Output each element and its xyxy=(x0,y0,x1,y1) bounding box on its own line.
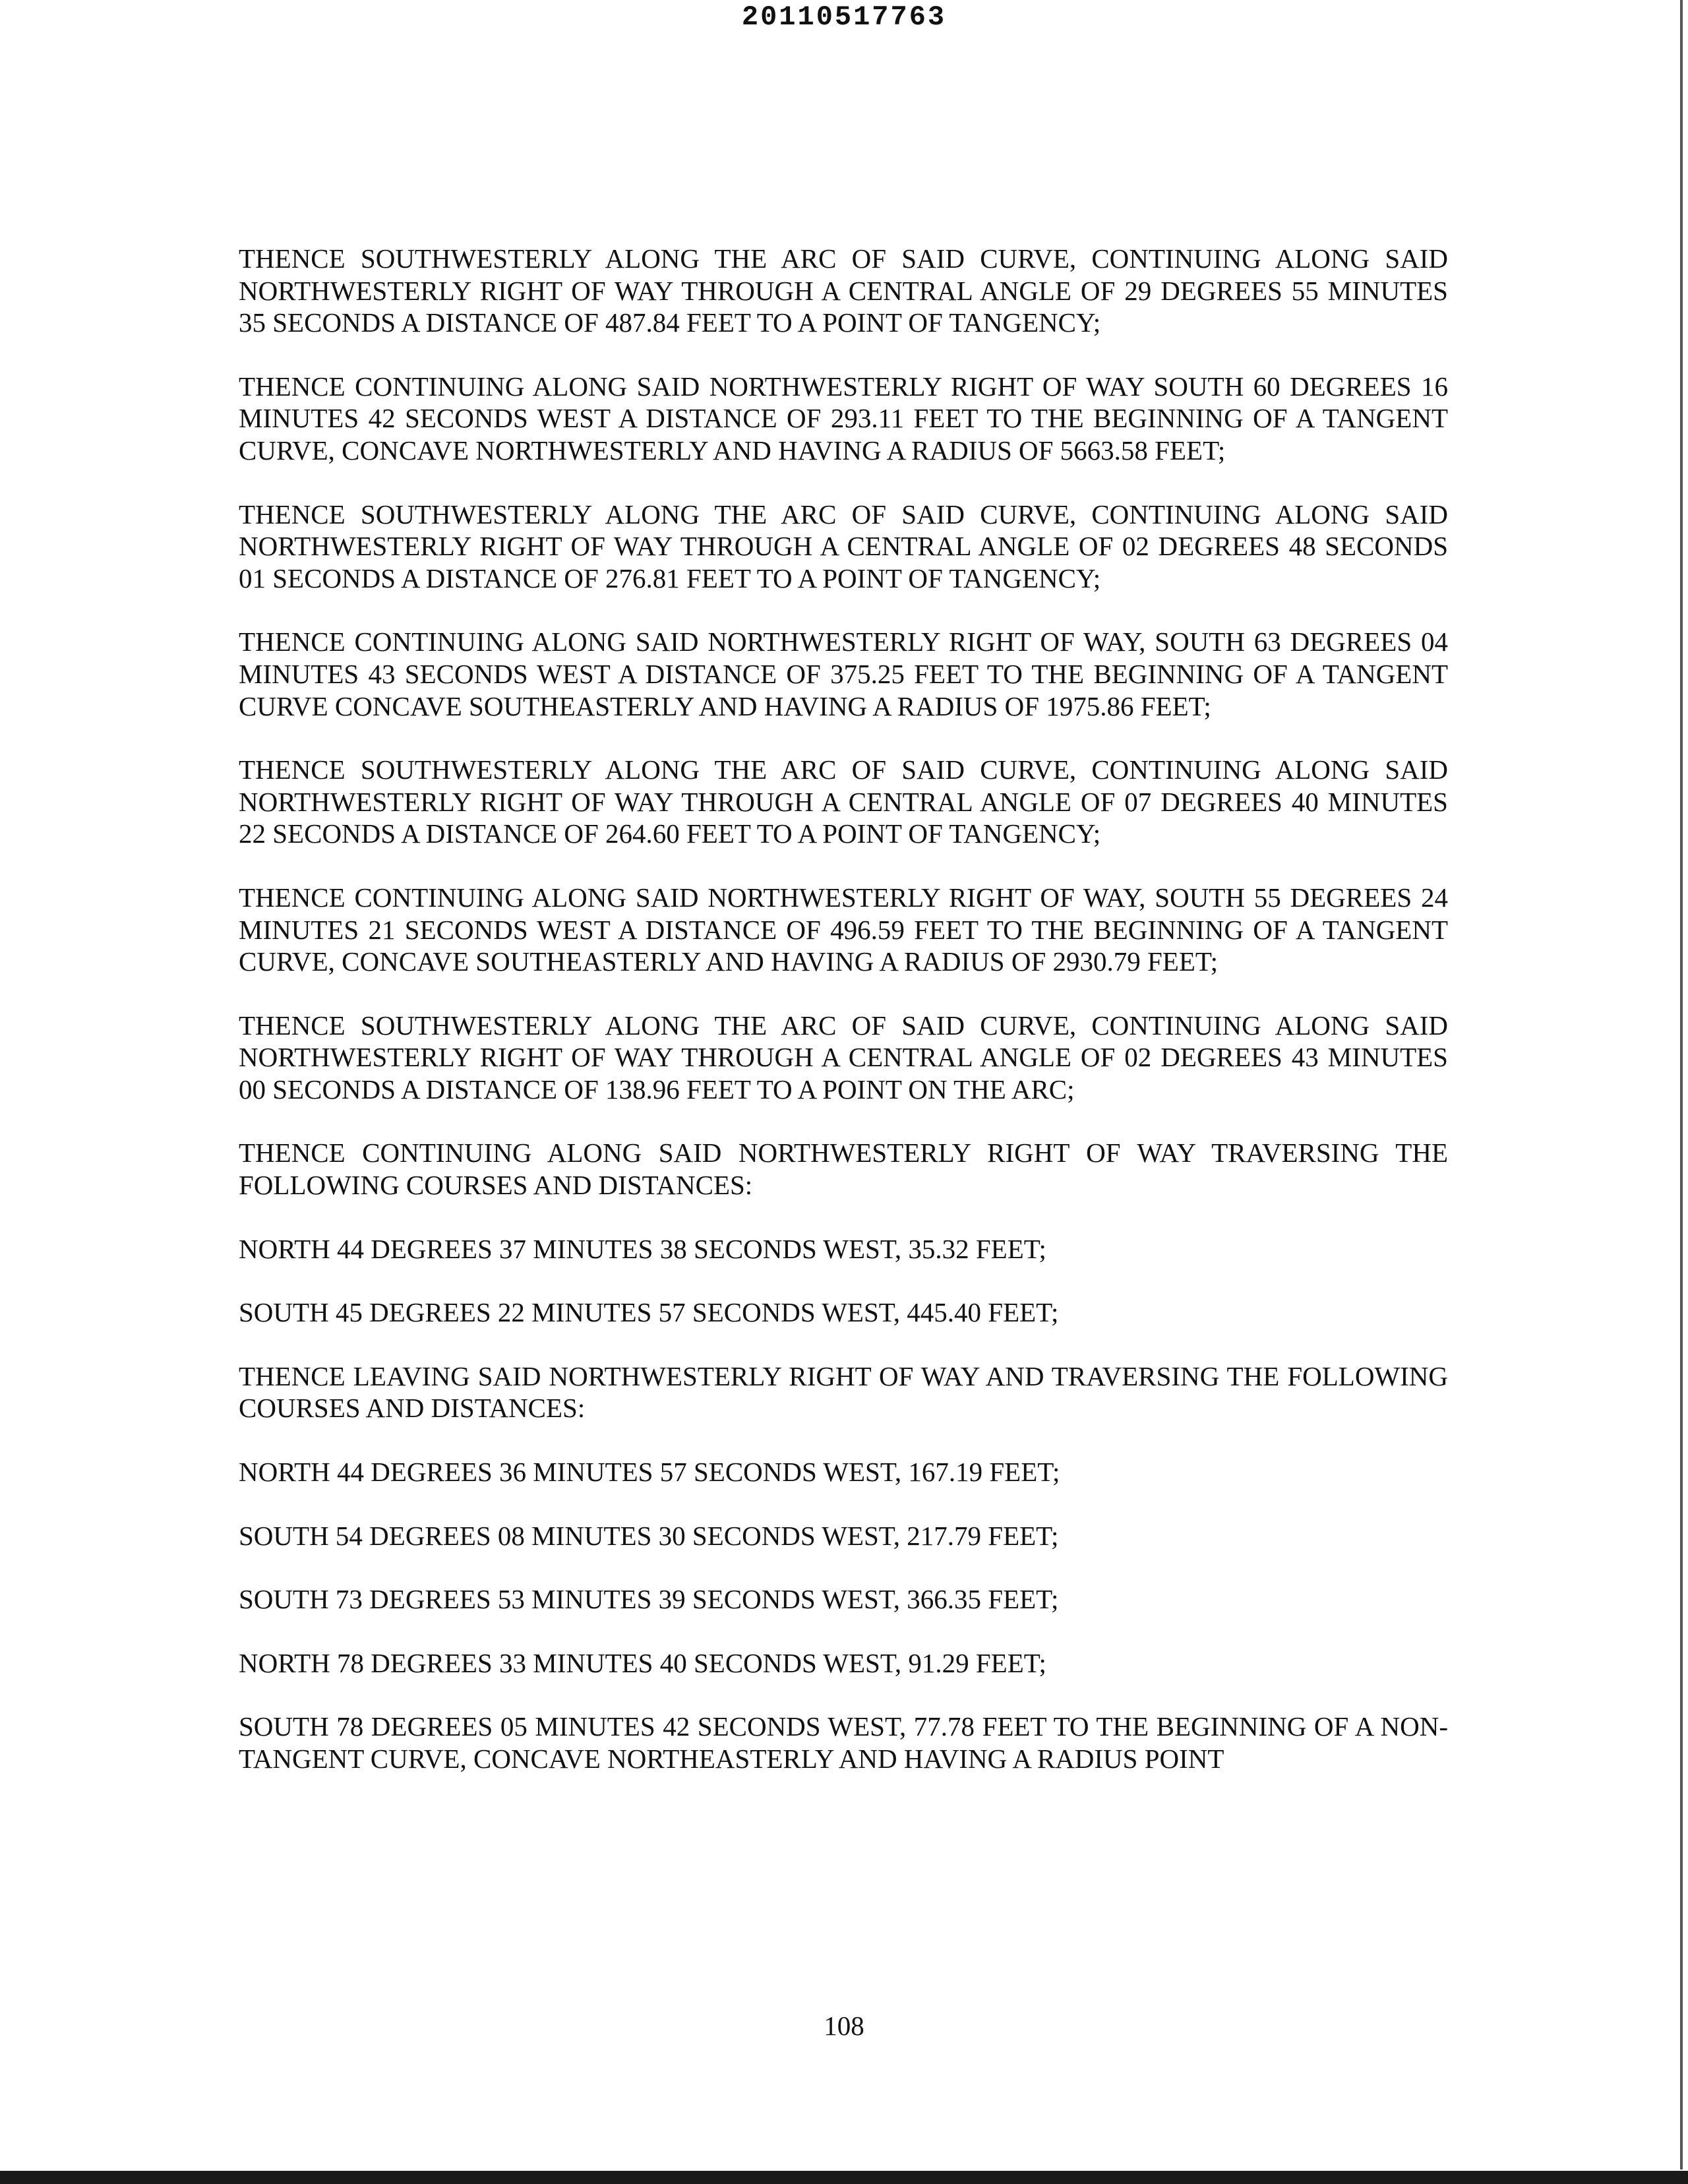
paragraph-course-3: THENCE CONTINUING ALONG SAID NORTHWESTERLY RIGHT OF WAY, SOUTH 55 DEGREES 24 MINUTES 21 SECONDS WEST A DISTANCE OF 496.59 FEET TO THE BEGINNING OF A TANGENT CURVE, CONCAVE SOUTHEASTERLY AND HAVING A RADIUS OF 2930.79 FEET; xyxy=(239,882,1448,977)
paragraph-curve-1: THENCE SOUTHWESTERLY ALONG THE ARC OF SAID CURVE, CONTINUING ALONG SAID NORTHWESTERLY RIGHT OF WAY THROUGH A CENTRAL ANGLE OF 29 DEGREES 55 MINUTES 35 SECONDS A DISTANCE OF 487.84 FEET TO A POINT OF TANGENCY; xyxy=(239,243,1448,338)
course-line: SOUTH 45 DEGREES 22 MINUTES 57 SECONDS WEST, 445.40 FEET; xyxy=(239,1297,1059,1328)
legal-description-body xyxy=(239,243,1448,1807)
course-line: SOUTH 54 DEGREES 08 MINUTES 30 SECONDS WEST, 217.79 FEET; xyxy=(239,1520,1059,1551)
paragraph-curve-3: THENCE SOUTHWESTERLY ALONG THE ARC OF SAID CURVE, CONTINUING ALONG SAID NORTHWESTERLY RIGHT OF WAY THROUGH A CENTRAL ANGLE OF 07 DEGREES 40 MINUTES 22 SECONDS A DISTANCE OF 264.60 FEET TO A POINT OF TANGENCY; xyxy=(239,754,1448,849)
document-number: 20110517763 xyxy=(741,1,947,33)
paragraph-course-2: THENCE CONTINUING ALONG SAID NORTHWESTERLY RIGHT OF WAY, SOUTH 63 DEGREES 04 MINUTES 43 SECONDS WEST A DISTANCE OF 375.25 FEET TO THE BEGINNING OF A TANGENT CURVE CONCAVE SOUTHEASTERLY AND HAVING A RADIUS OF 1975.86 FEET; xyxy=(239,626,1448,721)
paragraph-course-1: THENCE CONTINUING ALONG SAID NORTHWESTERLY RIGHT OF WAY SOUTH 60 DEGREES 16 MINUTES 42 SECONDS WEST A DISTANCE OF 293.11 FEET TO THE BEGINNING OF A TANGENT CURVE, CONCAVE NORTHWESTERLY AND HAVING A RADIUS OF 5663.58 FEET; xyxy=(239,371,1448,466)
paragraph-traverse-intro-1: THENCE CONTINUING ALONG SAID NORTHWESTERLY RIGHT OF WAY TRAVERSING THE FOLLOWING COURSES AND DISTANCES: xyxy=(239,1138,1448,1201)
paragraph-curve-2: THENCE SOUTHWESTERLY ALONG THE ARC OF SAID CURVE, CONTINUING ALONG SAID NORTHWESTERLY RIGHT OF WAY THROUGH A CENTRAL ANGLE OF 02 DEGREES 48 SECONDS 01 SECONDS A DISTANCE OF 276.81 FEET TO A POINT OF TANGENCY; xyxy=(239,499,1448,593)
page-edge-bottom xyxy=(0,2171,1688,2184)
course-line: NORTH 44 DEGREES 37 MINUTES 38 SECONDS WEST, 35.32 FEET; xyxy=(239,1233,1046,1264)
page-edge-right xyxy=(1680,0,1683,2169)
paragraph-curve-4: THENCE SOUTHWESTERLY ALONG THE ARC OF SAID CURVE, CONTINUING ALONG SAID NORTHWESTERLY RIGHT OF WAY THROUGH A CENTRAL ANGLE OF 02 DEGREES 43 MINUTES 00 SECONDS A DISTANCE OF 138.96 FEET TO A POINT ON THE ARC; xyxy=(239,1010,1448,1105)
paragraph-traverse-intro-2: THENCE LEAVING SAID NORTHWESTERLY RIGHT OF WAY AND TRAVERSING THE FOLLOWING COURSES AND DISTANCES: xyxy=(239,1360,1448,1424)
course-line: SOUTH 73 DEGREES 53 MINUTES 39 SECONDS WEST, 366.35 FEET; xyxy=(239,1584,1059,1615)
course-line: NORTH 78 DEGREES 33 MINUTES 40 SECONDS WEST, 91.29 FEET; xyxy=(239,1647,1046,1678)
page-number: 108 xyxy=(824,2011,864,2041)
course-line: NORTH 44 DEGREES 36 MINUTES 57 SECONDS WEST, 167.19 FEET; xyxy=(239,1457,1060,1488)
paragraph-curve-5: SOUTH 78 DEGREES 05 MINUTES 42 SECONDS WEST, 77.78 FEET TO THE BEGINNING OF A NON-TANGENT CURVE, CONCAVE NORTHEASTERLY AND HAVING A RADIUS POINT xyxy=(239,1711,1448,1774)
